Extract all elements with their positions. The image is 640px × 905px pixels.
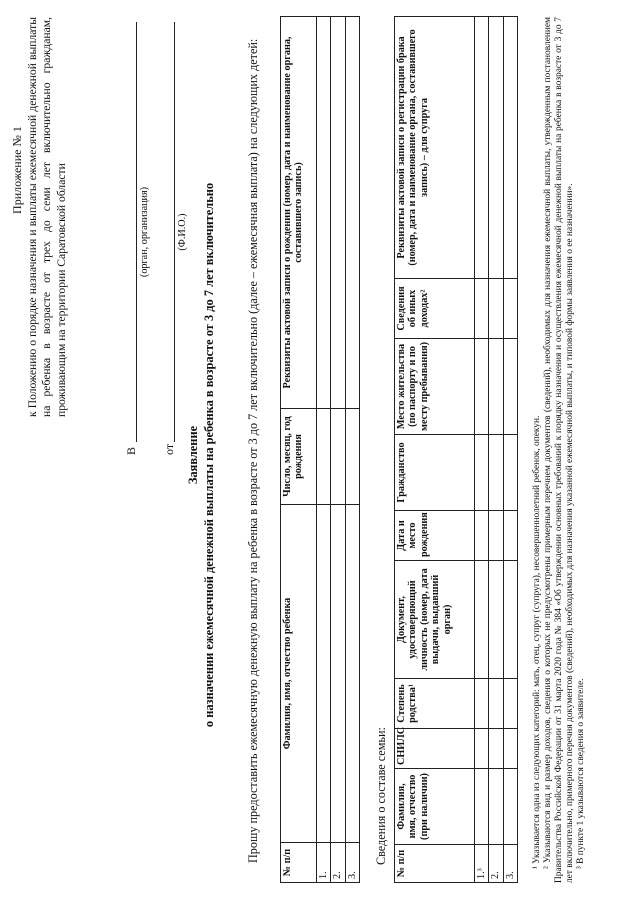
form-subtitle: о назначении ежемесячной денежной выплаты на ребенка в возрасте от 3 до 7 лет включительно (202, 182, 216, 728)
id-document-cell[interactable] (489, 561, 503, 679)
table-row (503, 17, 517, 883)
relationship-cell[interactable] (503, 679, 517, 729)
appendix-title: Приложение № 1 (10, 126, 24, 214)
relationship-cell[interactable] (475, 679, 489, 729)
appendix-text: к Положению о порядке назначения и выплаты ежемесячной денежной выплаты на ребенка в возрасте от трех до семи лет включительно гражданам, проживающим на территории Саратовской области (26, 17, 68, 417)
to-prefix: В (124, 446, 138, 455)
birth-date-place-cell[interactable] (475, 511, 489, 561)
residence-cell[interactable] (489, 339, 503, 435)
footnote-1: ¹ Указывается одна из следующих категорий: мать, отец, супруг (супруга), несовершеннолетний ребенок, опекун. (532, 415, 542, 869)
col-number: № п/п (281, 843, 317, 883)
family-table (394, 16, 518, 883)
birth-record-cell[interactable] (331, 17, 345, 409)
residence-cell[interactable] (503, 339, 517, 435)
table-row (489, 17, 503, 883)
row-number: 3. (345, 843, 359, 883)
row-number: 2. (489, 845, 503, 883)
col-full-name: Фамилия, имя, отчество (при наличии) (395, 769, 475, 845)
row-number: 1.³ (475, 845, 489, 883)
to-caption: (орган, организация) (139, 186, 150, 278)
col-number: № п/п (395, 845, 475, 883)
col-id-document: Документ, удостоверяющий личность (номер, дата выдачи, выдавший орган) (395, 561, 475, 679)
residence-cell[interactable] (475, 339, 489, 435)
full-name-cell[interactable] (475, 769, 489, 845)
child-name-cell[interactable] (345, 505, 359, 843)
relationship-cell[interactable] (489, 679, 503, 729)
form-title: Заявление (186, 425, 200, 485)
col-child-name: Фамилия, имя, отчество ребенка (281, 505, 317, 843)
marriage-record-cell[interactable] (503, 17, 517, 279)
full-name-cell[interactable] (489, 769, 503, 845)
from-caption: (Ф.И.О.) (177, 213, 188, 251)
child-name-cell[interactable] (331, 505, 345, 843)
birth-record-cell[interactable] (317, 17, 331, 409)
id-document-cell[interactable] (503, 561, 517, 679)
row-number: 3. (503, 845, 517, 883)
snils-cell[interactable] (503, 729, 517, 769)
citizenship-cell[interactable] (475, 435, 489, 511)
marriage-record-cell[interactable] (489, 17, 503, 279)
col-citizenship: Гражданство (395, 435, 475, 511)
birth-date-cell[interactable] (317, 409, 331, 505)
citizenship-cell[interactable] (503, 435, 517, 511)
family-table-header (395, 17, 475, 883)
id-document-cell[interactable] (475, 561, 489, 679)
row-number: 1. (317, 843, 331, 883)
col-other-income: Сведения об иных доходах² (395, 279, 475, 339)
birth-date-place-cell[interactable] (503, 511, 517, 561)
col-snils: СНИЛС (395, 729, 475, 769)
footnote-2: ² Указываются вид и размер доходов, сведения о которых не предусмотрены примерным перечнем документов (сведений), необходимых для назначения ежемесячной выплаты, утвержденным постановлением Правительства Российской Федерации от 31 марта 2020 года № 384 «Об утверждении основных требований к порядку назначения и осуществления ежемесячной денежной выплаты на ребенка в возрасте от 3 до 7 лет включительно, примерного перечня документов (сведений), необходимых для назначения указанной ежемесячной выплаты, и типовой формы заявления о ее назначении». (542, 17, 575, 883)
other-income-cell[interactable] (489, 279, 503, 339)
footnotes (532, 17, 587, 883)
other-income-cell[interactable] (475, 279, 489, 339)
from-line[interactable] (174, 22, 175, 442)
family-label: Сведения о составе семьи: (374, 727, 388, 865)
col-relationship: Степень родства¹ (395, 679, 475, 729)
full-name-cell[interactable] (503, 769, 517, 845)
from-prefix: от (162, 443, 176, 455)
snils-cell[interactable] (489, 729, 503, 769)
footnote-3: ³ В пункте 1 указываются сведения о заявителе. (575, 678, 586, 869)
citizenship-cell[interactable] (489, 435, 503, 511)
row-number: 2. (331, 843, 345, 883)
to-line[interactable] (136, 22, 137, 442)
table-row (331, 17, 345, 883)
col-residence: Место жительства (по паспорту и по месту пребывания) (395, 339, 475, 435)
other-income-cell[interactable] (503, 279, 517, 339)
col-birth-date-place: Дата и место рождения (395, 511, 475, 561)
table-row (345, 17, 359, 883)
birth-record-cell[interactable] (345, 17, 359, 409)
col-marriage-record: Реквизиты актовой записи о регистрации брака (номер, дата и наименование органа, составившего запись) – для супруга (395, 17, 475, 279)
table-row (317, 17, 331, 883)
col-birth-date: Число, месяц, год рождения (281, 409, 317, 505)
col-birth-record: Реквизиты актовой записи о рождении (номер, дата и наименование органа, составившего запись) (281, 17, 317, 409)
birth-date-cell[interactable] (331, 409, 345, 505)
marriage-record-cell[interactable] (475, 17, 489, 279)
children-table (280, 16, 360, 883)
table-row (475, 17, 489, 883)
children-table-header (281, 17, 317, 883)
birth-date-cell[interactable] (345, 409, 359, 505)
child-name-cell[interactable] (317, 505, 331, 843)
request-text: Прошу предоставить ежемесячную денежную выплату на ребенка в возрасте от 3 до 7 лет включительно (далее – ежемесячная выплата) на следующих детей: (246, 38, 260, 863)
birth-date-place-cell[interactable] (489, 511, 503, 561)
snils-cell[interactable] (475, 729, 489, 769)
